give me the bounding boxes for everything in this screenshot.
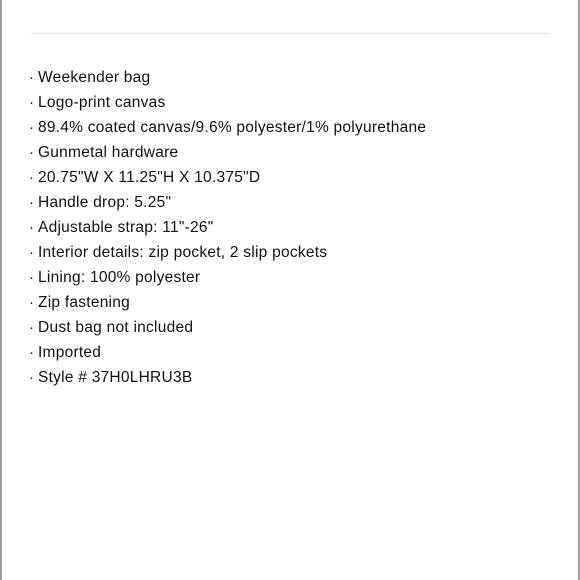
detail-text: Weekender bag xyxy=(38,69,151,86)
detail-text: 20.75"W X 11.25"H X 10.375"D xyxy=(38,169,261,186)
detail-item xyxy=(29,65,426,90)
bullet-icon: · xyxy=(29,219,35,236)
product-details-list xyxy=(29,65,426,390)
bullet-icon: · xyxy=(29,94,35,111)
section-divider xyxy=(30,33,550,34)
detail-item xyxy=(29,115,426,140)
bullet-icon: · xyxy=(29,319,35,336)
bullet-icon: · xyxy=(29,344,35,361)
detail-text: Lining: 100% polyester xyxy=(38,269,201,286)
detail-item xyxy=(29,290,426,315)
detail-item xyxy=(29,165,426,190)
detail-item xyxy=(29,340,426,365)
detail-text: Gunmetal hardware xyxy=(38,144,179,161)
detail-item xyxy=(29,315,426,340)
detail-text: Imported xyxy=(38,344,102,361)
detail-item xyxy=(29,90,426,115)
detail-item xyxy=(29,365,426,390)
detail-item xyxy=(29,140,426,165)
bullet-icon: · xyxy=(29,244,35,261)
detail-text: Dust bag not included xyxy=(38,319,194,336)
detail-item xyxy=(29,240,426,265)
detail-text: Zip fastening xyxy=(38,294,130,311)
bullet-icon: · xyxy=(29,294,35,311)
bullet-icon: · xyxy=(29,194,35,211)
bullet-icon: · xyxy=(29,119,35,136)
detail-item xyxy=(29,215,426,240)
bullet-icon: · xyxy=(29,269,35,286)
detail-text: Adjustable strap: 11"-26" xyxy=(38,219,214,236)
detail-text: 89.4% coated canvas/9.6% polyester/1% polyurethane xyxy=(38,119,427,136)
bullet-icon: · xyxy=(29,369,35,386)
detail-item xyxy=(29,190,426,215)
detail-text: Logo-print canvas xyxy=(38,94,166,111)
bullet-icon: · xyxy=(29,69,35,86)
detail-item xyxy=(29,265,426,290)
detail-text: Handle drop: 5.25" xyxy=(38,194,172,211)
detail-text: Style # 37H0LHRU3B xyxy=(38,369,193,386)
bullet-icon: · xyxy=(29,169,35,186)
detail-text: Interior details: zip pocket, 2 slip pockets xyxy=(38,244,328,261)
bullet-icon: · xyxy=(29,144,35,161)
